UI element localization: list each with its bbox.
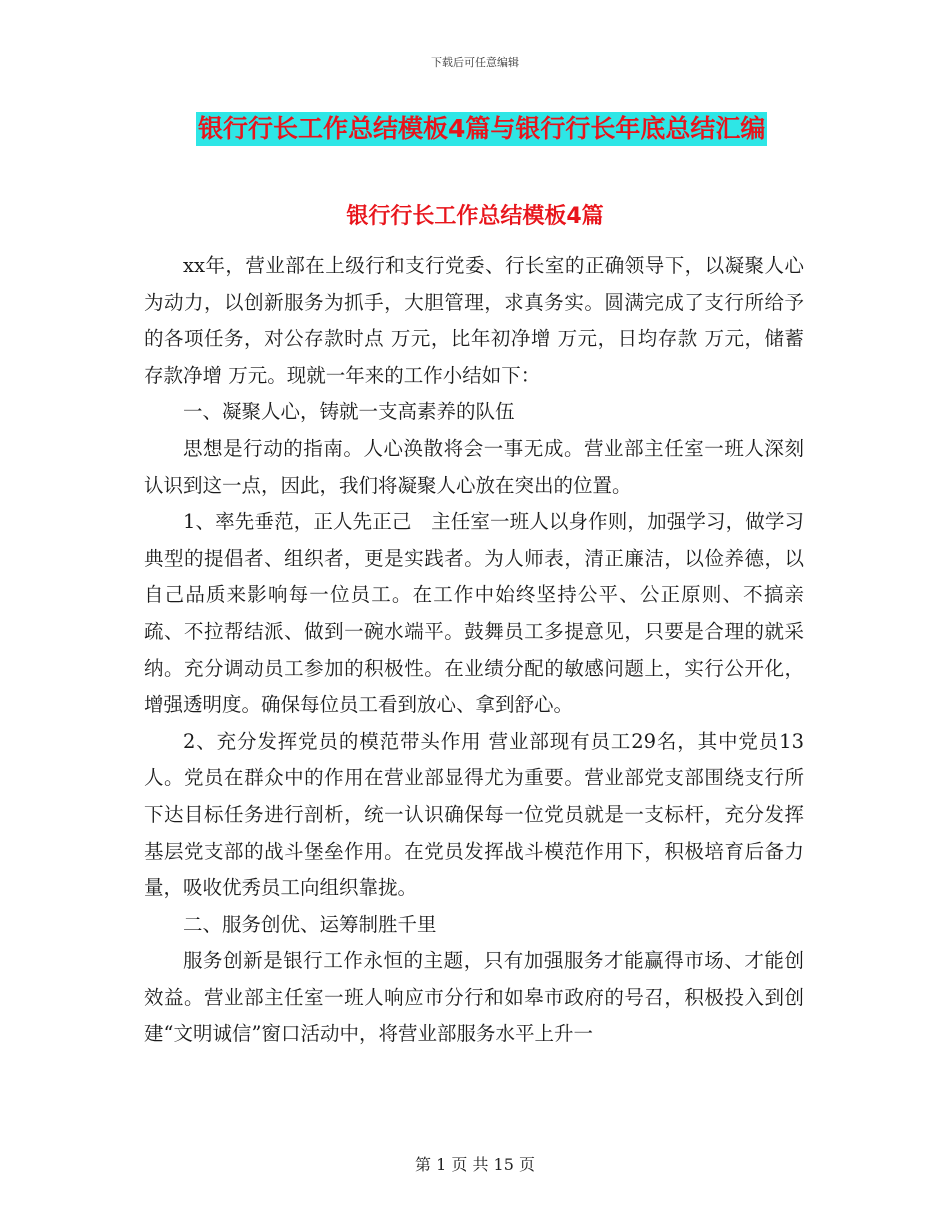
paragraph: 思想是行动的指南。人心涣散将会一事无成。营业部主任室一班人深刻认识到这一点，因此，我们将凝聚人心放在突出的位置。 <box>144 436 804 497</box>
paragraph: 1、率先垂范，正人先正己 主任室一班人以身作则，加强学习，做学习典型的提倡者、组织者，更是实践者。为人师表，清正廉洁，以俭养德，以自己品质来影响每一位员工。在工作中始终坚持公平、公正原则、不搞亲疏、不拉帮结派、做到一碗水端平。鼓舞员工多提意见，只要是合理的就采纳。充分调动员工参加的积极性。在业绩分配的敏感问题上，实行公开化，增强透明度。确保每位员工看到放心、拿到舒心。 <box>144 510 804 717</box>
footer-prefix: 第 <box>414 1155 431 1174</box>
document-body <box>144 248 804 1053</box>
footer-middle: 页 共 <box>451 1155 489 1174</box>
page-header-note: 下载后可任意编辑 <box>431 56 519 69</box>
document-title: 银行行长工作总结模板4篇与银行行长年底总结汇编 <box>196 112 767 146</box>
section-title: 银行行长工作总结模板4篇 <box>346 204 604 229</box>
paragraph: 服务创新是银行工作永恒的主题，只有加强服务才能赢得市场、才能创效益。营业部主任室一班人响应市分行和如皋市政府的号召，积极投入到创建“文明诚信”窗口活动中，将营业部服务水平上升一 <box>144 949 804 1046</box>
heading-section-1: 一、凝聚人心，铸就一支高素养的队伍 <box>183 400 515 424</box>
page-total: 15 <box>493 1155 514 1174</box>
paragraph-intro: xx年，营业部在上级行和支行党委、行长室的正确领导下，以凝聚人心为动力，以创新服务为抓手，大胆管理，求真务实。圆满完成了支行所给予的各项任务，对公存款时点 万元，比年初净增 万元，日均存款 万元，储蓄存款净增 万元。现就一年来的工作小结如下： <box>144 254 804 387</box>
page-number: 1 <box>436 1155 447 1174</box>
page-footer <box>0 1152 950 1175</box>
heading-section-2: 二、服务创优、运筹制胜千里 <box>183 912 437 936</box>
footer-suffix: 页 <box>519 1155 536 1174</box>
paragraph: 2、充分发挥党员的模范带头作用 营业部现有员工29名，其中党员13人。党员在群众中的作用在营业部显得尤为重要。营业部党支部围绕支行所下达目标任务进行剖析，统一认识确保每一位党员就是一支标杆，充分发挥基层党支部的战斗堡垒作用。在党员发挥战斗模范作用下，积极培育后备力量，吸收优秀员工向组织靠拢。 <box>144 729 804 900</box>
